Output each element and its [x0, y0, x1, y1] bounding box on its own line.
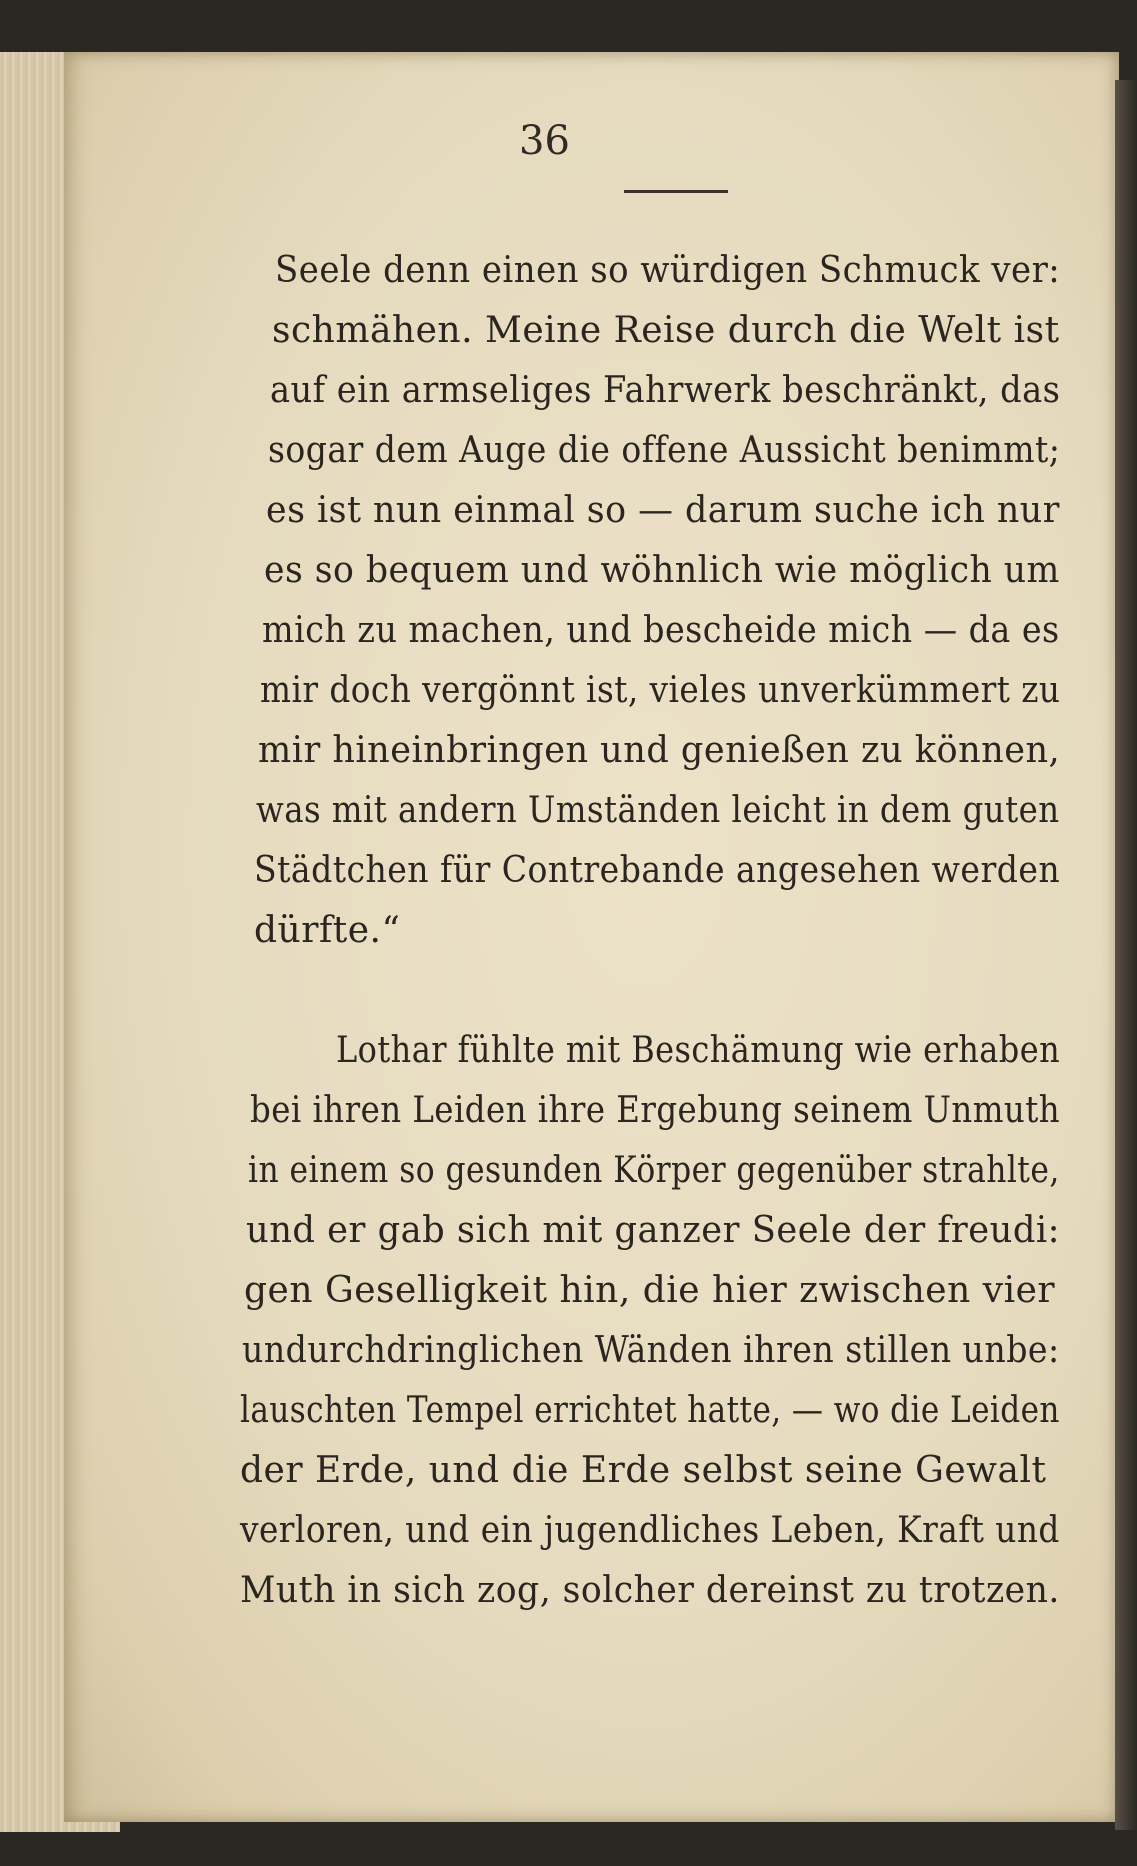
text-line: Muth in sich zog, solcher dereinst zu trotzen.	[240, 1570, 1060, 1611]
text-line: auf ein armseliges Fahrwerk beschränkt, das	[270, 370, 1061, 411]
text-line: Lothar fühlte mit Beschämung wie erhaben	[336, 1030, 1061, 1071]
text-line: verloren, und ein jugendliches Leben, Kraft und	[240, 1510, 1060, 1551]
book-binding-edge	[1115, 80, 1137, 1830]
text-line: was mit andern Umständen leicht in dem guten	[256, 790, 1060, 831]
text-line: schmähen. Meine Reise durch die Welt ist	[272, 310, 1060, 351]
text-line: dürfte.“	[254, 910, 401, 951]
text-line: Städtchen für Contrebande angesehen werden	[254, 850, 1061, 891]
text-line: mich zu machen, und bescheide mich — da es	[262, 610, 1060, 651]
text-line: mir hineinbringen und genießen zu können,	[258, 730, 1061, 771]
text-line: sogar dem Auge die offene Aussicht benimmt;	[268, 430, 1061, 471]
text-line: undurchdringlichen Wänden ihren stillen unbe:	[242, 1330, 1060, 1371]
text-line: gen Geselligkeit hin, die hier zwischen vier	[244, 1270, 1056, 1311]
text-line: es ist nun einmal so — darum suche ich nur	[266, 490, 1060, 531]
text-line: bei ihren Leiden ihre Ergebung seinem Unmuth	[250, 1090, 1061, 1131]
text-line: mir doch vergönnt ist, vieles unverkümmert zu	[260, 670, 1061, 711]
text-line: Seele denn einen so würdigen Schmuck ver:	[275, 250, 1061, 291]
text-line: und er gab sich mit ganzer Seele der freudi:	[246, 1210, 1061, 1251]
page-number: 36	[519, 118, 570, 164]
text-line: lauschten Tempel errichtet hatte, — wo die Leiden	[240, 1390, 1060, 1431]
text-line: in einem so gesunden Körper gegenüber strahlte,	[248, 1150, 1060, 1191]
text-line: der Erde, und die Erde selbst seine Gewalt	[240, 1450, 1047, 1491]
page-number-rule	[624, 190, 728, 193]
text-line: es so bequem und wöhnlich wie möglich um	[264, 550, 1060, 591]
